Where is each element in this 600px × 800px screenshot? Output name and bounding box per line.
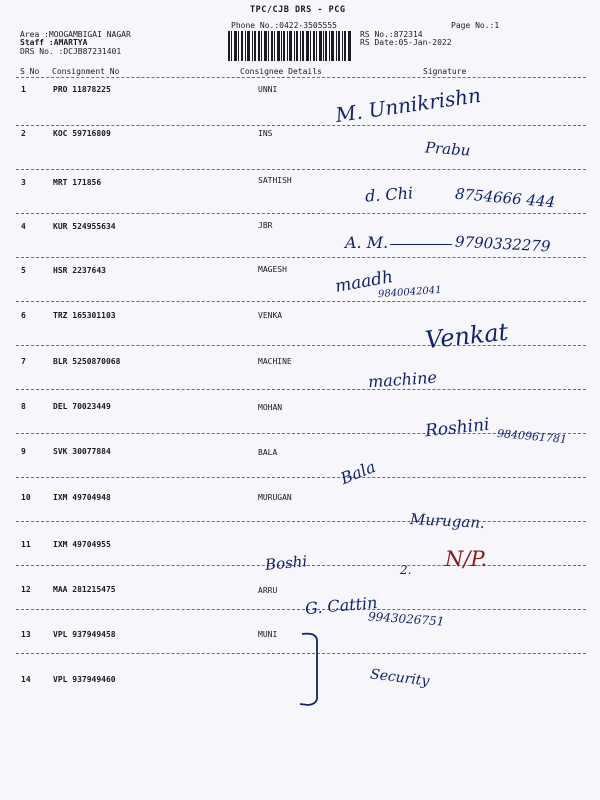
signature-9: Bala bbox=[337, 456, 379, 489]
row-consignee: ARRU bbox=[258, 586, 278, 595]
row-consignee: BALA bbox=[258, 448, 278, 457]
column-sno: S No bbox=[20, 67, 40, 76]
row-consignee: SATHISH bbox=[258, 176, 292, 185]
drs-number: DRS No. :DCJB87231401 bbox=[20, 47, 122, 56]
row-consignment: MAA 281215475 bbox=[53, 585, 116, 594]
area-label: Area :MOOGAMBIGAI NAGAR bbox=[20, 30, 131, 39]
row-sno: 5 bbox=[21, 266, 26, 275]
row-consignment: VPL 937949460 bbox=[53, 675, 116, 684]
row-sno: 13 bbox=[21, 630, 31, 639]
row-divider bbox=[16, 301, 586, 302]
column-signature: Signature bbox=[423, 67, 467, 76]
row-consignee: MURUGAN bbox=[258, 493, 292, 502]
row-consignment: KOC 59716809 bbox=[53, 129, 111, 138]
row-consignment: PRO 11878225 bbox=[53, 85, 111, 94]
signature-8: Roshini bbox=[424, 414, 491, 442]
row-divider bbox=[16, 477, 586, 478]
signature-3: d. Chi bbox=[364, 183, 414, 206]
rs-date: RS Date:05-Jan-2022 bbox=[360, 38, 452, 47]
barcode bbox=[228, 31, 351, 61]
row-sno: 11 bbox=[21, 540, 31, 549]
row-sno: 10 bbox=[21, 493, 31, 502]
phone-note-3: 8754666 444 bbox=[454, 184, 556, 212]
row-consignment: DEL 70023449 bbox=[53, 402, 111, 411]
row-sno: 1 bbox=[21, 85, 26, 94]
row-sno: 2 bbox=[21, 129, 26, 138]
row-consignee: MOHAN bbox=[258, 403, 283, 412]
row-sno: 14 bbox=[21, 675, 31, 684]
column-consignment: Consignment No bbox=[52, 67, 120, 76]
row-consignee: JBR bbox=[258, 221, 273, 230]
signature-11: Boshi bbox=[264, 552, 308, 574]
row-consignee: INS bbox=[258, 129, 273, 138]
row-sno: 8 bbox=[21, 402, 26, 411]
row-consignee: UNNI bbox=[258, 85, 278, 94]
row-divider bbox=[16, 389, 586, 390]
row-consignment: IXM 49704955 bbox=[53, 540, 111, 549]
phone-note-5: 9840042041 bbox=[377, 284, 442, 301]
header-rule bbox=[16, 77, 586, 78]
row-divider bbox=[16, 609, 586, 610]
row-sno: 12 bbox=[21, 585, 31, 594]
phone-number: Phone No.:0422-3505555 bbox=[231, 21, 337, 30]
row-divider bbox=[16, 213, 586, 214]
row-sno: 4 bbox=[21, 222, 26, 231]
signature-4: A. M. bbox=[345, 233, 389, 252]
row-sno: 7 bbox=[21, 357, 26, 366]
signature-5: maadh bbox=[333, 267, 395, 297]
signature-14: Security bbox=[369, 666, 431, 690]
signature-1: M. Unnikrishn bbox=[334, 82, 483, 128]
note-11-np: N/P. bbox=[445, 547, 487, 571]
note-11-number: 2. bbox=[400, 563, 412, 577]
row-consignment: MRT 171856 bbox=[53, 178, 102, 187]
page-number: Page No.:1 bbox=[451, 21, 500, 30]
row-sno: 6 bbox=[21, 311, 26, 320]
signature-4-stroke bbox=[390, 244, 452, 245]
row-consignee: MACHINE bbox=[258, 357, 292, 366]
row-consignment: HSR 2237643 bbox=[53, 266, 106, 275]
staff-label: Staff :AMARTYA bbox=[20, 38, 88, 47]
phone-note-4: 9790332279 bbox=[454, 232, 551, 256]
row-divider bbox=[16, 521, 586, 522]
phone-note-8: 9840961781 bbox=[496, 426, 568, 447]
row-consignee: MUNI bbox=[258, 630, 278, 639]
signature-7: machine bbox=[367, 367, 438, 392]
signature-12: G. Cattin bbox=[304, 592, 379, 619]
row-divider bbox=[16, 169, 586, 170]
signature-13-bracket bbox=[296, 630, 326, 708]
signature-10: Murugan. bbox=[409, 510, 486, 532]
signature-2: Prabu bbox=[424, 138, 472, 160]
row-consignee: VENKA bbox=[258, 311, 283, 320]
row-sno: 9 bbox=[21, 447, 26, 456]
signature-6: Venkat bbox=[423, 317, 510, 355]
row-sno: 3 bbox=[21, 178, 26, 187]
row-consignment: KUR 524955634 bbox=[53, 222, 116, 231]
sheet-title: TPC/CJB DRS - PCG bbox=[250, 5, 346, 15]
row-consignment: BLR 5250870068 bbox=[53, 357, 121, 366]
row-divider bbox=[16, 125, 586, 126]
row-divider bbox=[16, 257, 586, 258]
row-consignment: SVK 30077884 bbox=[53, 447, 111, 456]
column-consignee: Consignee Details bbox=[240, 67, 322, 76]
phone-note-12: 9943026751 bbox=[367, 609, 445, 629]
row-consignee: MAGESH bbox=[258, 265, 287, 274]
row-consignment: VPL 937949458 bbox=[53, 630, 116, 639]
rs-number: RS No.:872314 bbox=[360, 30, 423, 39]
row-consignment: IXM 49704948 bbox=[53, 493, 111, 502]
row-consignment: TRZ 165301103 bbox=[53, 311, 116, 320]
